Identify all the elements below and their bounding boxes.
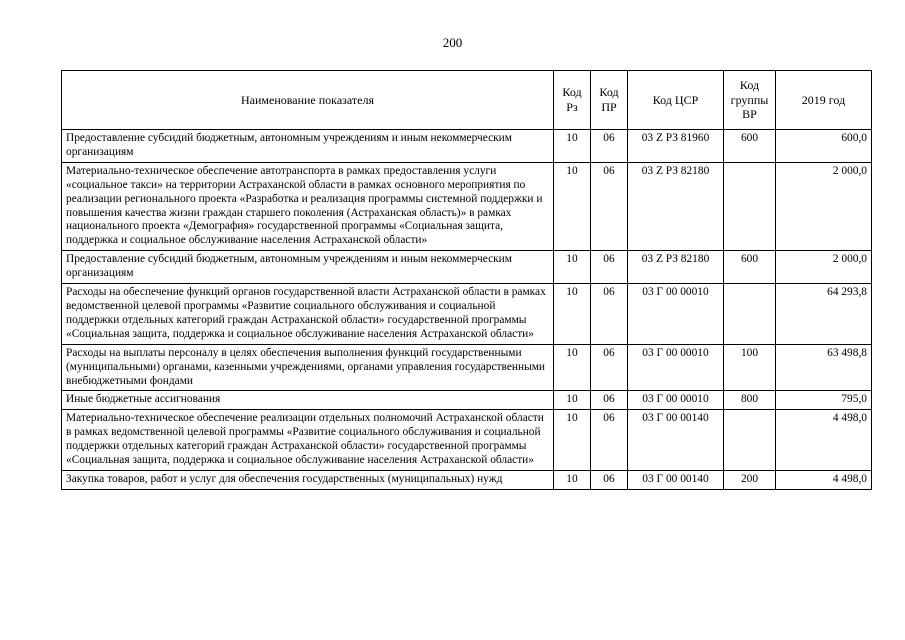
cell-csr: 03 Г 00 00010 bbox=[628, 391, 724, 410]
cell-pr: 06 bbox=[591, 251, 628, 284]
cell-name: Расходы на выплаты персоналу в целях обеспечения выполнения функций государственными (муниципальными) органами, казенными учреждениями, органами управления государственными внебюджетными фондами bbox=[62, 344, 554, 391]
header-csr: Код ЦСР bbox=[628, 71, 724, 130]
cell-vr bbox=[724, 162, 776, 250]
cell-vr: 600 bbox=[724, 130, 776, 163]
table-row bbox=[62, 410, 872, 471]
cell-year: 2 000,0 bbox=[776, 251, 872, 284]
cell-year: 2 000,0 bbox=[776, 162, 872, 250]
header-pr: Код ПР bbox=[591, 71, 628, 130]
budget-table-container bbox=[61, 70, 871, 490]
cell-name: Материально-техническое обеспечение автотранспорта в рамках предоставления услуги «социальное такси» на территории Астраханской области в рамках основного мероприятия по реализации регионального проекта «Разработка и реализация программы системной поддержки и повышения качества жизни граждан старшего поколения (Астраханская область)» в рамках национального проекта «Демография» государственной программы «Социальная защита, поддержка и социальное обслуживание населения Астраханской области» bbox=[62, 162, 554, 250]
cell-csr: 03 Г 00 00140 bbox=[628, 470, 724, 489]
table-row bbox=[62, 391, 872, 410]
cell-vr bbox=[724, 410, 776, 471]
cell-rz: 10 bbox=[554, 251, 591, 284]
cell-name: Расходы на обеспечение функций органов государственной власти Астраханской области в рамках ведомственной целевой программы «Развитие социального обслуживания и социальной поддержки отдельных категорий граждан Астраханской области» государственной программы «Социальная защита, поддержка и социальное обслуживание населения Астраханской области» bbox=[62, 284, 554, 345]
cell-pr: 06 bbox=[591, 470, 628, 489]
cell-rz: 10 bbox=[554, 130, 591, 163]
table-row bbox=[62, 130, 872, 163]
cell-rz: 10 bbox=[554, 391, 591, 410]
header-vr: Код группы ВР bbox=[724, 71, 776, 130]
page-number: 200 bbox=[442, 35, 463, 50]
cell-vr bbox=[724, 284, 776, 345]
header-rz: Код Рз bbox=[554, 71, 591, 130]
cell-pr: 06 bbox=[591, 410, 628, 471]
cell-rz: 10 bbox=[554, 162, 591, 250]
cell-vr: 100 bbox=[724, 344, 776, 391]
cell-csr: 03 Г 00 00010 bbox=[628, 284, 724, 345]
table-row bbox=[62, 344, 872, 391]
cell-csr: 03 Г 00 00010 bbox=[628, 344, 724, 391]
table-row bbox=[62, 470, 872, 489]
cell-csr: 03 Z РЗ 82180 bbox=[628, 162, 724, 250]
table-header-row bbox=[62, 71, 872, 130]
cell-name: Закупка товаров, работ и услуг для обеспечения государственных (муниципальных) нужд bbox=[62, 470, 554, 489]
budget-table bbox=[61, 70, 872, 490]
cell-rz: 10 bbox=[554, 284, 591, 345]
cell-name: Иные бюджетные ассигнования bbox=[62, 391, 554, 410]
cell-name: Материально-техническое обеспечение реализации отдельных полномочий Астраханской области в рамках ведомственной целевой программы «Развитие социального обслуживания и социальной поддержки отдельных категорий граждан Астраханской области» государственной программы «Социальная защита, поддержка и социальное обслуживание населения Астраханской области» bbox=[62, 410, 554, 471]
cell-pr: 06 bbox=[591, 130, 628, 163]
table-row bbox=[62, 162, 872, 250]
cell-year: 795,0 bbox=[776, 391, 872, 410]
cell-year: 64 293,8 bbox=[776, 284, 872, 345]
cell-rz: 10 bbox=[554, 344, 591, 391]
cell-year: 4 498,0 bbox=[776, 410, 872, 471]
header-name: Наименование показателя bbox=[62, 71, 554, 130]
cell-vr: 800 bbox=[724, 391, 776, 410]
cell-rz: 10 bbox=[554, 470, 591, 489]
cell-rz: 10 bbox=[554, 410, 591, 471]
cell-pr: 06 bbox=[591, 162, 628, 250]
table-row bbox=[62, 251, 872, 284]
table-row bbox=[62, 284, 872, 345]
cell-year: 63 498,8 bbox=[776, 344, 872, 391]
cell-year: 600,0 bbox=[776, 130, 872, 163]
cell-vr: 200 bbox=[724, 470, 776, 489]
cell-vr: 600 bbox=[724, 251, 776, 284]
header-year: 2019 год bbox=[776, 71, 872, 130]
cell-csr: 03 Г 00 00140 bbox=[628, 410, 724, 471]
cell-pr: 06 bbox=[591, 344, 628, 391]
cell-name: Предоставление субсидий бюджетным, автономным учреждениям и иным некоммерческим организациям bbox=[62, 251, 554, 284]
cell-name: Предоставление субсидий бюджетным, автономным учреждениям и иным некоммерческим организациям bbox=[62, 130, 554, 163]
cell-csr: 03 Z РЗ 82180 bbox=[628, 251, 724, 284]
cell-year: 4 498,0 bbox=[776, 470, 872, 489]
cell-pr: 06 bbox=[591, 391, 628, 410]
cell-csr: 03 Z РЗ 81960 bbox=[628, 130, 724, 163]
cell-pr: 06 bbox=[591, 284, 628, 345]
